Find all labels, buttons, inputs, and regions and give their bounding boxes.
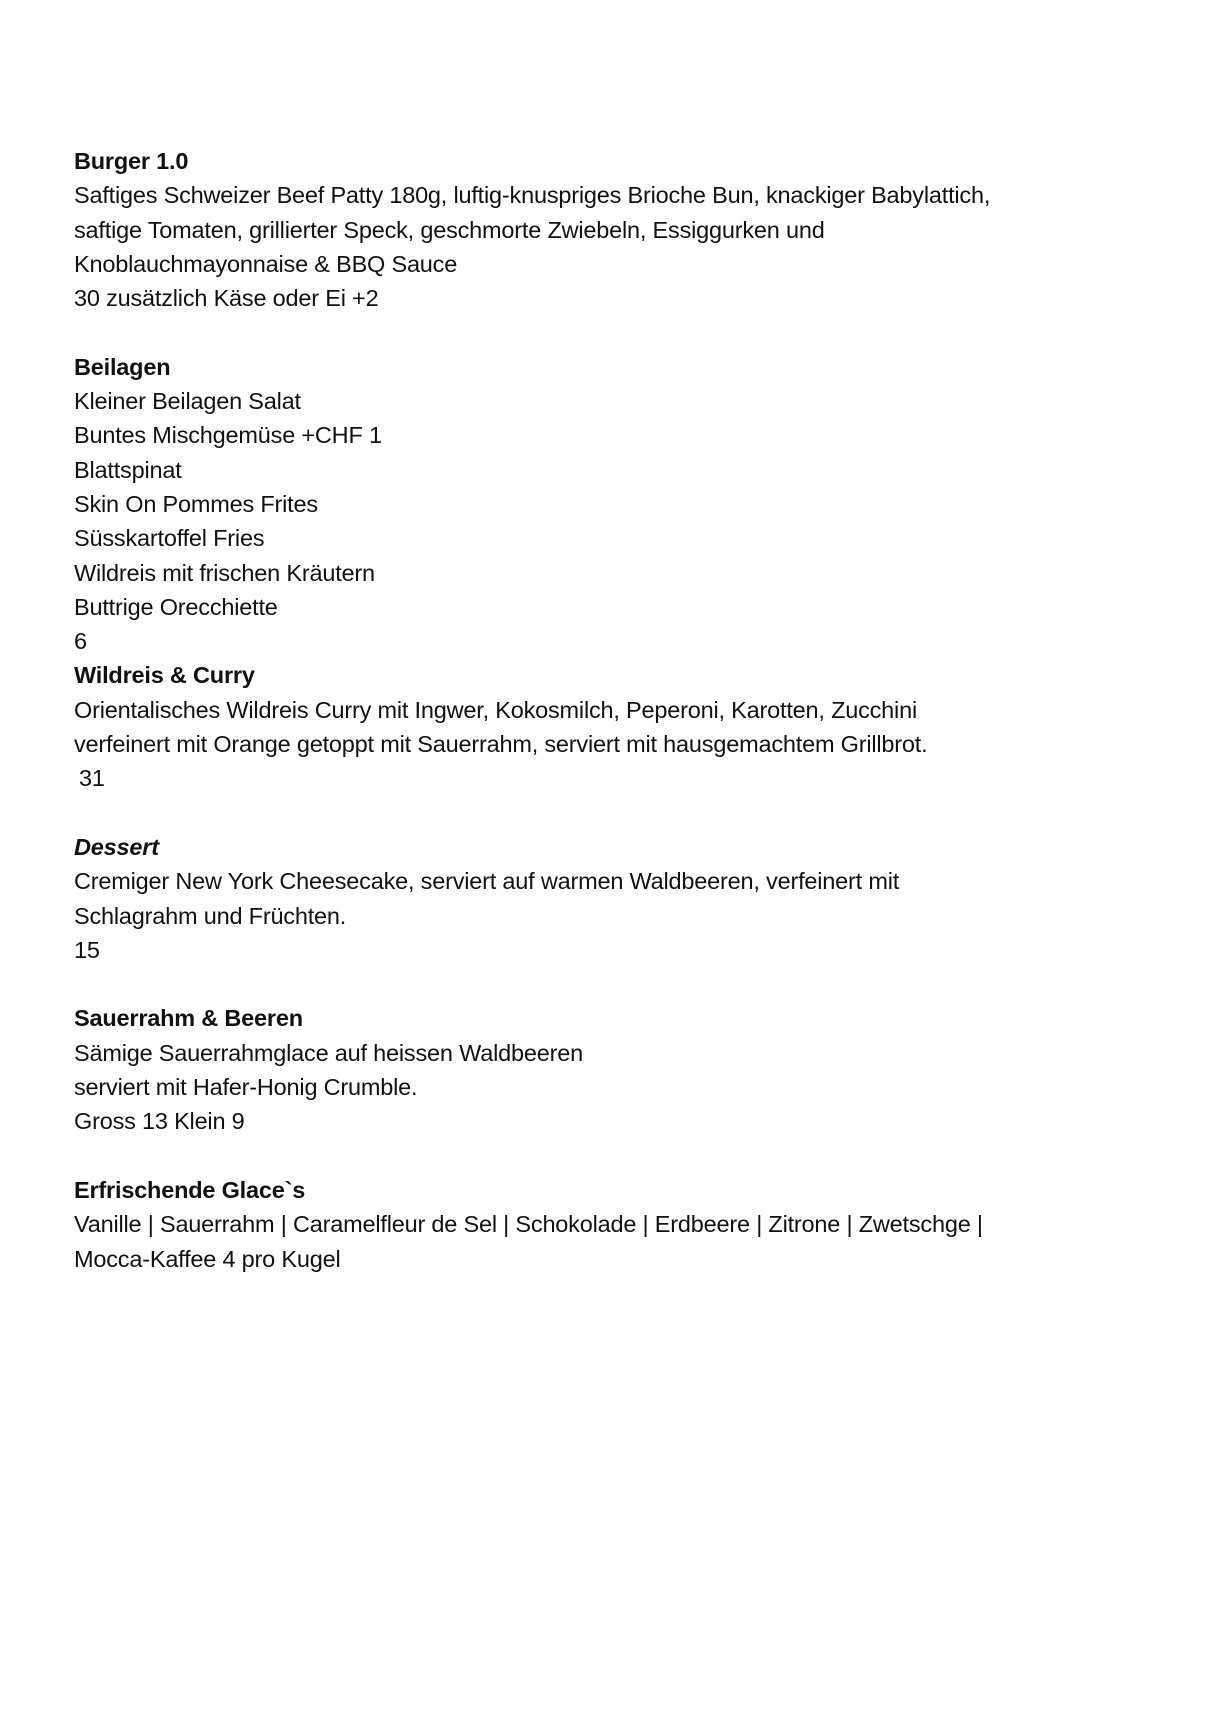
list-item: Süsskartoffel Fries [74,525,265,552]
description-line: Schlagrahm und Früchten. [74,902,347,929]
section-title: Dessert [74,833,159,860]
description-line: Knoblauchmayonnaise & BBQ Sauce [74,250,458,277]
price: 6 [74,628,87,655]
list-item: Buntes Mischgemüse +CHF 1 [74,422,382,449]
description-line: Sämige Sauerrahmglace auf heissen Waldbeeren [74,1039,583,1066]
spacer [74,315,1184,349]
section-title: Beilagen [74,353,171,380]
description-line: Orientalisches Wildreis Curry mit Ingwer, Kokosmilch, Peperoni, Karotten, Zucchini [74,696,917,723]
section-dessert [74,830,1184,967]
price: 15 [74,936,100,963]
price: Gross 13 Klein 9 [74,1108,245,1135]
section-title: Wildreis & Curry [74,662,255,689]
spacer [74,796,1184,830]
list-item: Buttrige Orecchiette [74,593,278,620]
section-sauerrahm-beeren [74,1001,1184,1138]
section-glace [74,1173,1184,1276]
section-title: Sauerrahm & Beeren [74,1005,303,1032]
description-line: Vanille | Sauerrahm | Caramelfleur de Sel | Schokolade | Erdbeere | Zitrone | Zwetschge | [74,1211,983,1238]
section-title: Erfrischende Glace`s [74,1176,306,1203]
spacer [74,1139,1184,1173]
section-wildreis-curry [74,658,1184,795]
spacer [74,967,1184,1001]
list-item: Wildreis mit frischen Kräutern [74,559,375,586]
price: 31 [79,765,105,792]
section-beilagen [74,350,1184,659]
description-line: verfeinert mit Orange getoppt mit Sauerrahm, serviert mit hausgemachtem Grillbrot. [74,731,928,758]
description-line: Cremiger New York Cheesecake, serviert auf warmen Waldbeeren, verfeinert mit [74,868,900,895]
list-item: Kleiner Beilagen Salat [74,388,301,415]
menu-page [74,144,1184,1276]
description-line: Saftiges Schweizer Beef Patty 180g, luftig-knuspriges Brioche Bun, knackiger Babylattich, [74,182,991,209]
description-line: serviert mit Hafer-Honig Crumble. [74,1074,418,1101]
description-line: Mocca-Kaffee 4 pro Kugel [74,1245,341,1272]
section-title: Burger 1.0 [74,148,189,174]
description-line: saftige Tomaten, grillierter Speck, geschmorte Zwiebeln, Essiggurken und [74,216,825,243]
section-burger [74,144,1184,315]
list-item: Blattspinat [74,456,182,483]
list-item: Skin On Pommes Frites [74,490,318,517]
price-line: 30 zusätzlich Käse oder Ei +2 [74,285,379,312]
